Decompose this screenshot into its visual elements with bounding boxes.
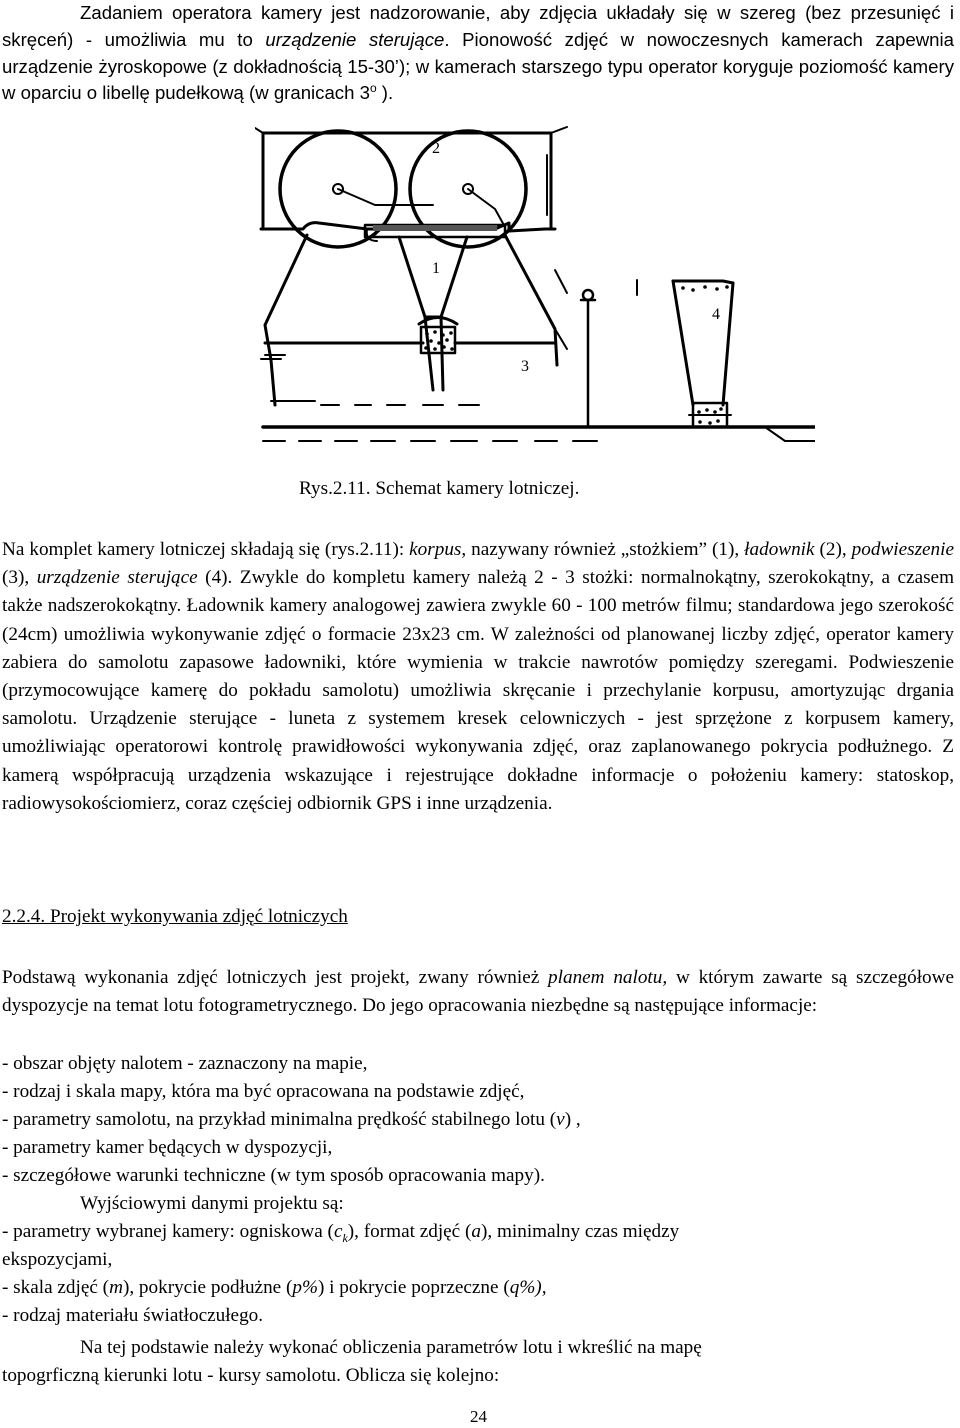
list-item: - parametry samolotu, na przykład minimalna prędkość stabilnego lotu (v) , [2, 1109, 581, 1130]
p2-text-4: (3), [2, 567, 37, 589]
list-item: - parametry wybranej kamery: ogniskowa $(c_k)$, format zdjęć (a), minimalny czas między [2, 1221, 680, 1245]
degree-superscript: o [369, 81, 377, 96]
term-urzadzenie-sterujace: urządzenie sterujące [36, 567, 198, 589]
section-heading: 2.2.4. Projekt wykonywania zdjęć lotniczych [2, 906, 348, 927]
page-number: 24 [470, 1407, 487, 1426]
intro-emphasis: urządzenie sterujące [265, 28, 445, 50]
p2-text-5: (4). Zwykle do kompletu kamery należą 2 - 3 stożki: normalnokątny, szerokokątny, a czasem także nadszerokokątny. Ładownik kamery analogowej zawiera zwykle 60 - 100 metrów filmu; standardowa jego szerokość (24cm) umożliwia wykonywanie zdjęć o formacie 23x23 cm. W zależności od planowanej liczby zdjęć, operator kamery zabiera do samolotu zapasowe ładowniki, które wymienia w trakcie nawrotów pomiędzy szeregami. Podwieszenie (przymocowujące kamerę do pokładu samolotu) umożliwia skręcanie i przechylanie korpusu, amortyzując drgania samolotu. Urządzenie sterujące - luneta z systemem kresek celowniczych - jest sprzężone z korpusem kamery, umożliwiając operatorowi kontrolę prawidłowości wykonywania zdjęć, oraz zaplanowanego pokrycia podłużnego. Z kamerą współpracują urządzenia wskazujące i rejestrujące dokładne informacje o położeniu kamery: statoskop, radiowysokościomierz, coraz częściej odbiornik GPS i inne urządzenia. [2, 567, 955, 814]
aerial-camera-diagram [255, 125, 815, 450]
list-item: - rodzaj i skala mapy, która ma być opracowana na podstawie zdjęć, [2, 1081, 525, 1102]
p2-text-2: , nazywany również „stożkiem” (1), [461, 539, 745, 560]
list-item: - parametry kamer będących w dyspozycji, [2, 1137, 333, 1158]
list-item-continuation: ekspozycjami, [2, 1249, 113, 1270]
label-2: 2 [432, 140, 440, 157]
list-item: - obszar objęty nalotem - zaznaczony na mapie, [2, 1053, 368, 1074]
term-plan-nalotu: planem nalotu, [548, 967, 668, 988]
outputs-lead: Wyjściowymi danymi projektu są: [80, 1193, 344, 1214]
p3-text-1: Podstawą wykonania zdjęć lotniczych jest projekt, zwany również [2, 967, 549, 988]
label-3: 3 [521, 358, 529, 375]
intro-text-3: ). [376, 82, 394, 104]
final-line-1: Na tej podstawie należy wykonać obliczenia parametrów lotu i wkreślić na mapę [80, 1337, 702, 1358]
p2-text-3: (2), [814, 539, 852, 560]
p3-text-2: w którym zawarte są szczegółowe dyspozycje na temat lotu fotogrametrycznego. Do jego opracowania niezbędne są następujące informacje: [2, 967, 954, 1017]
project-paragraph [2, 964, 954, 1020]
list-item: - rodzaj materiału światłoczułego. [2, 1305, 264, 1326]
p2-text-1: Na komplet kamery lotniczej składają się (rys.2.11): [2, 539, 410, 560]
intro-text-1: Zadaniem operatora kamery jest nadzorowanie, aby zdjęcia układały się w szereg (bez przesunięć i skręceń) - umożliwia mu to [2, 2, 954, 50]
term-ladownik: ładownik [744, 539, 815, 560]
list-item: - szczegółowe warunki techniczne (w tym sposób opracowania mapy). [2, 1165, 545, 1186]
intro-text-2: . Pionowość zdjęć w nowoczesnych kamerach zapewnia urządzenie żyroskopowe (z dokładnością 15-30’); w kamerach starszego typu operator koryguje poziomość kamery w oparciu o libellę pudełkową (w granicach 3 [2, 28, 954, 104]
final-line-2: topogrficzną kierunki lotu - kursy samolotu. Oblicza się kolejno: [2, 1365, 500, 1386]
components-paragraph [2, 536, 954, 818]
list-item: - skala zdjęć (m), pokrycie podłużne (p%) i pokrycie poprzeczne (q%), [2, 1277, 547, 1298]
label-1: 1 [432, 260, 440, 277]
label-4: 4 [712, 306, 720, 323]
term-korpus: korpus [409, 539, 462, 560]
intro-paragraph [2, 0, 954, 107]
term-podwieszenie: podwieszenie [851, 539, 954, 560]
figure-caption: Rys.2.11. Schemat kamery lotniczej. [299, 478, 580, 499]
